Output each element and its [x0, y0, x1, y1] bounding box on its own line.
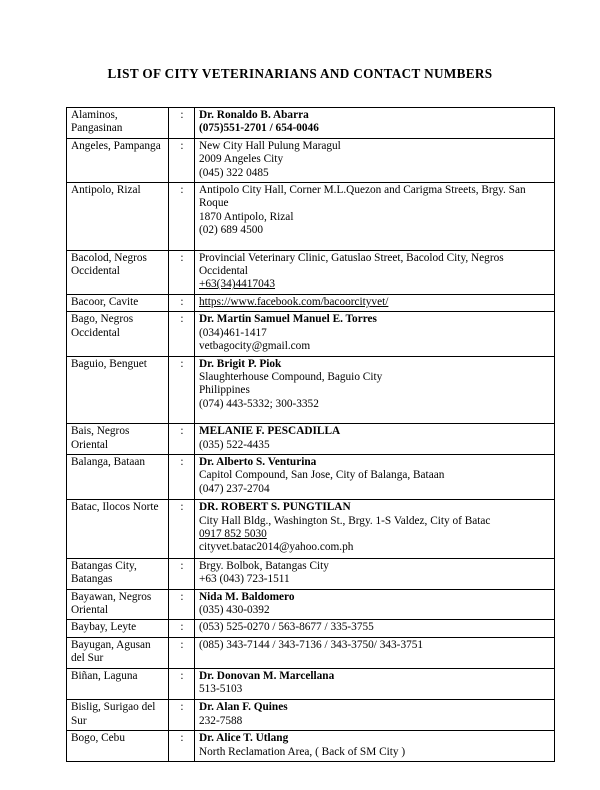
city-cell: Bago, Negros Occidental	[67, 312, 169, 356]
contact-cell	[195, 637, 555, 668]
table-row	[67, 356, 555, 424]
contact-line: 1870 Antipolo, Rizal	[199, 210, 294, 223]
separator-cell: :	[169, 294, 195, 311]
contact-line: Dr. Brigit P. Piok	[199, 357, 282, 370]
table-row	[67, 294, 555, 311]
contact-line: (035) 522-4435	[199, 438, 270, 451]
city-cell: Bacoor, Cavite	[67, 294, 169, 311]
contact-link[interactable]: 0917 852 5030	[199, 527, 267, 540]
table-row	[67, 454, 555, 499]
contact-line: Nida M. Baldomero	[199, 590, 295, 603]
contact-line: Provincial Veterinary Clinic, Gatuslao Street, Bacolod City, Negros Occidental	[199, 251, 504, 278]
separator-cell: :	[169, 138, 195, 182]
separator-cell: :	[169, 637, 195, 668]
contact-line: +63 (043) 723-1511	[199, 573, 290, 586]
separator-cell: :	[169, 558, 195, 589]
table-row	[67, 700, 555, 731]
contact-line: (075)551-2701 / 654-0046	[199, 122, 319, 135]
table-row	[67, 731, 555, 762]
contact-line: (045) 322 0485	[199, 166, 269, 179]
city-cell: Bogo, Cebu	[67, 731, 169, 762]
city-cell: Biñan, Laguna	[67, 668, 169, 700]
table-body	[67, 108, 555, 762]
contact-cell	[195, 558, 555, 589]
city-cell: Bais, Negros Oriental	[67, 424, 169, 455]
contact-line: 513-5103	[199, 683, 243, 696]
city-cell: Antipolo, Rizal	[67, 183, 169, 251]
table-row	[67, 250, 555, 294]
contact-line: Slaughterhouse Compound, Baguio City	[199, 370, 383, 383]
city-cell: Baybay, Leyte	[67, 620, 169, 637]
contact-line: Dr. Ronaldo B. Abarra	[199, 109, 309, 121]
city-cell: Bayawan, Negros Oriental	[67, 589, 169, 620]
contact-line: 2009 Angeles City	[199, 153, 284, 166]
separator-cell: :	[169, 620, 195, 637]
table-row	[67, 424, 555, 455]
separator-cell: :	[169, 356, 195, 424]
table-row	[67, 558, 555, 589]
veterinarians-table-container	[66, 107, 534, 762]
contact-cell	[195, 668, 555, 700]
contact-line: (047) 237-2704	[199, 482, 270, 495]
separator-cell: :	[169, 312, 195, 356]
contact-cell	[195, 620, 555, 637]
separator-cell: :	[169, 668, 195, 700]
separator-cell: :	[169, 454, 195, 499]
separator-cell: :	[169, 183, 195, 251]
separator-cell: :	[169, 500, 195, 559]
contact-line: Dr. Alan F. Quines	[199, 701, 288, 714]
city-cell: Bayugan, Agusan del Sur	[67, 637, 169, 668]
page-title: LIST OF CITY VETERINARIANS AND CONTACT NUMBERS	[107, 66, 493, 81]
contact-line: Antipolo City Hall, Corner M.L.Quezon and Carigma Streets, Brgy. San Roque	[199, 184, 526, 210]
contact-line: Capitol Compound, San Jose, City of Balanga, Bataan	[199, 469, 445, 482]
contact-line: DR. ROBERT S. PUNGTILAN	[199, 501, 351, 514]
contact-line: (035) 430-0392	[199, 604, 270, 616]
table-row	[67, 108, 555, 139]
contact-line: New City Hall Pulung Maragul	[199, 139, 341, 152]
contact-cell	[195, 424, 555, 455]
contact-line: (02) 689 4500	[199, 224, 264, 237]
contact-cell	[195, 589, 555, 620]
contact-line: 232-7588	[199, 714, 243, 727]
table-row	[67, 183, 555, 251]
contact-cell	[195, 108, 555, 139]
contact-line: (074) 443-5332; 300-3352	[199, 397, 319, 410]
contact-line: Philippines	[199, 384, 250, 397]
city-cell: Baguio, Benguet	[67, 356, 169, 424]
veterinarians-table	[66, 107, 555, 762]
contact-line: City Hall Bldg., Washington St., Brgy. 1-S Valdez, City of Batac	[199, 514, 491, 527]
separator-cell: :	[169, 424, 195, 455]
city-cell: Batac, Ilocos Norte	[67, 500, 169, 559]
contact-cell	[195, 183, 555, 251]
contact-link[interactable]: https://www.facebook.com/bacoorcityvet/	[199, 295, 389, 308]
city-cell: Alaminos, Pangasinan	[67, 108, 169, 139]
contact-line: MELANIE F. PESCADILLA	[199, 425, 341, 438]
contact-line: cityvet.batac2014@yahoo.com.ph	[199, 541, 354, 554]
city-cell: Bislig, Surigao del Sur	[67, 700, 169, 731]
separator-cell: :	[169, 250, 195, 294]
contact-cell	[195, 294, 555, 311]
contact-cell	[195, 356, 555, 424]
city-cell: Angeles, Pampanga	[67, 138, 169, 182]
city-cell: Batangas City, Batangas	[67, 558, 169, 589]
city-cell: Balanga, Bataan	[67, 454, 169, 499]
contact-line: Dr. Martin Samuel Manuel E. Torres	[199, 313, 377, 326]
table-row	[67, 668, 555, 700]
contact-line: Dr. Alice T. Utlang	[199, 732, 289, 745]
contact-cell	[195, 312, 555, 356]
table-row	[67, 637, 555, 668]
contact-line: Dr. Donovan M. Marcellana	[199, 669, 335, 682]
contact-cell	[195, 138, 555, 182]
contact-line: Brgy. Bolbok, Batangas City	[199, 559, 329, 572]
separator-cell: :	[169, 108, 195, 139]
contact-line: (053) 525-0270 / 563-8677 / 335-3755	[199, 621, 374, 634]
contact-line: North Reclamation Area, ( Back of SM City )	[199, 745, 406, 758]
contact-line: (034)461-1417	[199, 326, 267, 339]
contact-link[interactable]: +63(34)4417043	[199, 278, 276, 291]
table-row	[67, 620, 555, 637]
separator-cell: :	[169, 731, 195, 762]
contact-cell	[195, 250, 555, 294]
table-row	[67, 138, 555, 182]
city-cell: Bacolod, Negros Occidental	[67, 250, 169, 294]
contact-line: vetbagocity@gmail.com	[199, 340, 311, 353]
contact-line: Dr. Alberto S. Venturina	[199, 455, 317, 468]
contact-line: (085) 343-7144 / 343-7136 / 343-3750/ 343-3751	[199, 638, 424, 651]
contact-cell	[195, 700, 555, 731]
contact-cell	[195, 454, 555, 499]
separator-cell: :	[169, 589, 195, 620]
contact-cell	[195, 731, 555, 762]
table-row	[67, 312, 555, 356]
table-row	[67, 589, 555, 620]
separator-cell: :	[169, 700, 195, 731]
table-row	[67, 500, 555, 559]
contact-cell	[195, 500, 555, 559]
